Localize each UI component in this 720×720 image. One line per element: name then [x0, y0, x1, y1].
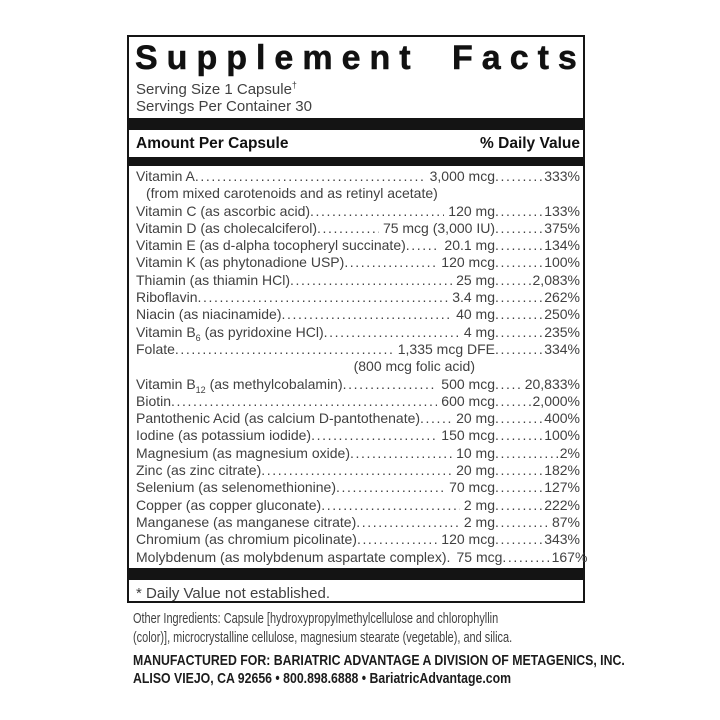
nutrient-amount: 75 mcg: [456, 548, 503, 565]
nutrient-daily-value: 87%: [551, 513, 580, 530]
nutrient-name: Zinc (as zinc citrate): [136, 462, 262, 479]
nutrient-rows: [129, 166, 588, 566]
nutrient-amount: 4 mg: [463, 323, 495, 340]
dot-leader: [324, 324, 460, 341]
nutrient-name: Riboflavin: [136, 289, 198, 306]
nutrient-daily-value: 235%: [544, 323, 580, 340]
nutrient-daily-value: 375%: [544, 219, 580, 236]
dot-leader: [495, 497, 542, 514]
dot-leader: [495, 393, 531, 410]
divider-bar-under-header: [129, 157, 583, 166]
daily-value-cell: [495, 272, 580, 289]
dot-leader: [495, 254, 542, 271]
nutrient-row: [136, 203, 580, 220]
nutrient-amount: 75 mcg (3,000 IU): [382, 219, 495, 236]
nutrient-name: Vitamin D (as cholecalciferol): [136, 219, 318, 236]
nutrient-name: Chromium (as chromium picolinate): [136, 531, 357, 548]
daily-value-cell: [502, 549, 587, 566]
dot-leader: [310, 203, 444, 220]
daily-value-cell: [495, 445, 580, 462]
nutrient-row: [136, 548, 588, 566]
daily-value-cell: [495, 479, 580, 496]
nutrient-row: [136, 531, 580, 548]
nutrient-amount: 500 mcg: [441, 375, 495, 392]
daily-value-cell: [495, 324, 580, 341]
nutrient-row: [136, 168, 580, 185]
nutrient-amount: 600 mcg: [441, 392, 495, 409]
dot-leader: [321, 497, 460, 514]
nutrient-name: Niacin (as niacinamide): [136, 306, 282, 323]
daily-value-cell: [495, 237, 580, 254]
daily-value-footnote: * Daily Value not established.: [136, 584, 331, 602]
daily-value-cell: [495, 289, 580, 306]
nutrient-daily-value: 127%: [544, 479, 580, 496]
daily-value-cell: [495, 306, 580, 323]
daily-value-cell: [495, 220, 580, 237]
daily-value-cell: [495, 531, 580, 548]
nutrient-amount: 10 mg: [456, 444, 495, 461]
dot-leader: [356, 514, 460, 531]
nutrient-amount: 120 mcg: [441, 531, 495, 548]
column-header-row: [136, 130, 580, 157]
dot-leader: [197, 289, 448, 306]
nutrient-amount: 120 mcg: [441, 254, 495, 271]
nutrient-amount: 2 mg: [463, 513, 495, 530]
servings-per-container-line: Servings Per Container 30: [136, 98, 312, 115]
nutrient-row: [136, 220, 580, 237]
daily-value-cell: [495, 254, 580, 271]
nutrient-daily-value: 133%: [544, 202, 580, 219]
nutrient-note: (800 mcg folic acid): [353, 358, 475, 375]
nutrient-daily-value: 262%: [544, 289, 580, 306]
nutrient-name: Thiamin (as thiamin HCl): [136, 271, 291, 288]
dot-leader: [195, 168, 426, 185]
dot-leader: [406, 237, 441, 254]
dot-leader: [495, 272, 531, 289]
dot-leader: [495, 306, 542, 323]
nutrient-row: [136, 254, 580, 271]
daily-value-cell: [495, 168, 580, 185]
nutrient-daily-value: 182%: [544, 462, 580, 479]
dot-leader: [175, 341, 394, 358]
dot-leader: [495, 479, 542, 496]
nutrient-name: Copper (as copper gluconate): [136, 496, 322, 513]
supplement-facts-panel: [127, 35, 588, 603]
nutrient-note-row: [136, 358, 580, 375]
daily-value-cell: [495, 410, 580, 427]
nutrient-amount: 70 mcg: [449, 479, 495, 496]
nutrient-amount: 120 mg: [448, 202, 495, 219]
panel-title: Supplement Facts: [135, 39, 586, 77]
daily-value-cell: [495, 376, 580, 393]
nutrient-daily-value: 100%: [544, 427, 580, 444]
dot-leader: [495, 445, 558, 462]
nutrient-amount: 1,335 mcg DFE: [397, 340, 495, 357]
nutrient-name: Magnesium (as magnesium oxide): [136, 444, 350, 461]
daily-value-cell: [495, 514, 580, 531]
nutrient-row: [136, 341, 580, 358]
nutrient-name: Vitamin E (as d-alpha tocopheryl succinate): [136, 237, 406, 254]
nutrient-note: (from mixed carotenoids and as retinyl acetate): [146, 185, 438, 202]
nutrient-row: [136, 479, 580, 496]
nutrient-row: [136, 306, 580, 323]
dot-leader: [495, 324, 542, 341]
nutrient-name-subscript: 6: [195, 332, 201, 343]
dot-leader: [311, 427, 437, 444]
daily-value-cell: [495, 341, 580, 358]
nutrient-row: [136, 272, 580, 289]
nutrient-amount: 40 mg: [456, 306, 495, 323]
dot-leader: [495, 376, 523, 393]
divider-bar-thick-top: [129, 118, 583, 130]
daily-value-cell: [495, 497, 580, 514]
dot-leader: [502, 549, 549, 566]
nutrient-row: [136, 376, 580, 393]
dot-leader: [495, 289, 542, 306]
nutrient-name: Manganese (as manganese citrate): [136, 513, 357, 530]
dot-leader: [495, 410, 542, 427]
nutrient-name: Iodine (as potassium iodide): [136, 427, 312, 444]
dot-leader: [495, 427, 542, 444]
serving-size-line: [136, 77, 576, 98]
other-ingredients-text: Other Ingredients: Capsule [hydroxypropylmethylcellulose and chlorophyllin (color)], microcrystalline cellulose, magnesium stearate (vegetable), and silica.: [133, 610, 513, 646]
manufacturer-line2: ALISO VIEJO, CA 92656 • 800.898.6888 • BariatricAdvantage.com: [133, 670, 512, 687]
nutrient-name: Molybdenum (as molybdenum aspartate complex): [136, 548, 447, 565]
column-header-daily-value: % Daily Value: [480, 135, 580, 152]
nutrient-daily-value: 167%: [551, 548, 588, 565]
nutrient-name: Vitamin $B_{12}$ (as methylcobalamin): [136, 375, 343, 395]
nutrient-amount: 20.1 mg: [444, 237, 495, 254]
daily-value-cell: [495, 427, 580, 444]
manufacturer-line1: MANUFACTURED FOR: BARIATRIC ADVANTAGE A DIVISION OF METAGENICS, INC.: [133, 652, 625, 669]
column-header-amount: Amount Per Capsule: [136, 135, 289, 152]
nutrient-daily-value: 134%: [544, 237, 580, 254]
nutrient-daily-value: 20,833%: [524, 375, 580, 392]
dot-leader: [282, 306, 453, 323]
nutrient-note-row: [136, 185, 580, 202]
nutrient-row: [136, 462, 580, 479]
nutrient-daily-value: 2,000%: [532, 392, 580, 409]
daily-value-cell: [495, 393, 580, 410]
divider-bar-thick-bottom: [129, 568, 583, 580]
dot-leader: [317, 220, 379, 237]
nutrient-name: Biotin: [136, 392, 172, 409]
nutrient-row: [136, 289, 580, 306]
nutrient-row: [136, 393, 580, 410]
dot-leader: [495, 220, 542, 237]
dot-leader: [495, 203, 542, 220]
manufacturer-block: [133, 652, 707, 688]
serving-size-text: Serving Size 1 Capsule: [136, 81, 292, 98]
dot-leader: [336, 479, 445, 496]
nutrient-name: Vitamin K (as phytonadione USP): [136, 254, 345, 271]
dot-leader: [290, 272, 452, 289]
dot-leader: [495, 462, 542, 479]
dot-leader: [495, 341, 542, 358]
daily-value-cell: [495, 462, 580, 479]
nutrient-daily-value: 343%: [544, 531, 580, 548]
nutrient-row: [136, 410, 580, 427]
dot-leader: [350, 445, 452, 462]
nutrient-row: [136, 427, 580, 444]
nutrient-daily-value: 333%: [544, 168, 580, 184]
nutrient-daily-value: 400%: [544, 410, 580, 427]
nutrient-amount: 3.4 mg: [452, 289, 495, 306]
nutrient-amount: 150 mcg: [441, 427, 495, 444]
nutrient-daily-value: 2%: [559, 444, 580, 461]
nutrient-daily-value: 250%: [544, 306, 580, 323]
nutrient-name: Vitamin A: [136, 168, 195, 184]
nutrient-daily-value: 100%: [544, 254, 580, 271]
dot-leader: [261, 462, 452, 479]
dot-leader: [344, 254, 437, 271]
dot-leader: [495, 531, 542, 548]
nutrient-name: Vitamin $B_6$ (as pyridoxine HCl): [136, 323, 324, 343]
dot-leader: [495, 237, 542, 254]
daily-value-cell: [495, 203, 580, 220]
nutrient-row: [136, 514, 580, 531]
dot-leader: [495, 168, 542, 185]
dot-leader: [343, 376, 438, 393]
nutrient-row: [136, 324, 580, 341]
nutrient-amount: 25 mg: [456, 271, 495, 288]
nutrient-name: Vitamin C (as ascorbic acid): [136, 202, 311, 219]
dagger-symbol: †: [291, 80, 297, 90]
nutrient-row: [136, 445, 580, 462]
dot-leader: [420, 410, 452, 427]
nutrient-amount: 20 mg: [456, 462, 495, 479]
nutrient-row: [136, 497, 580, 514]
nutrient-daily-value: 334%: [544, 340, 580, 357]
dot-leader: [171, 393, 437, 410]
nutrient-amount: 2 mg: [463, 496, 495, 513]
nutrient-name: Selenium (as selenomethionine): [136, 479, 336, 496]
nutrient-name: Pantothenic Acid (as calcium D-pantothenate): [136, 410, 421, 427]
nutrient-row: [136, 237, 580, 254]
nutrient-name-subscript: 12: [195, 384, 206, 395]
nutrient-daily-value: 2,083%: [532, 271, 580, 288]
nutrient-daily-value: 222%: [544, 496, 580, 513]
dot-leader: [357, 531, 437, 548]
dot-leader: [495, 514, 550, 531]
nutrient-amount: 20 mg: [456, 410, 495, 427]
nutrient-name: Folate: [136, 340, 175, 357]
nutrient-amount: 3,000 mcg: [429, 168, 495, 184]
